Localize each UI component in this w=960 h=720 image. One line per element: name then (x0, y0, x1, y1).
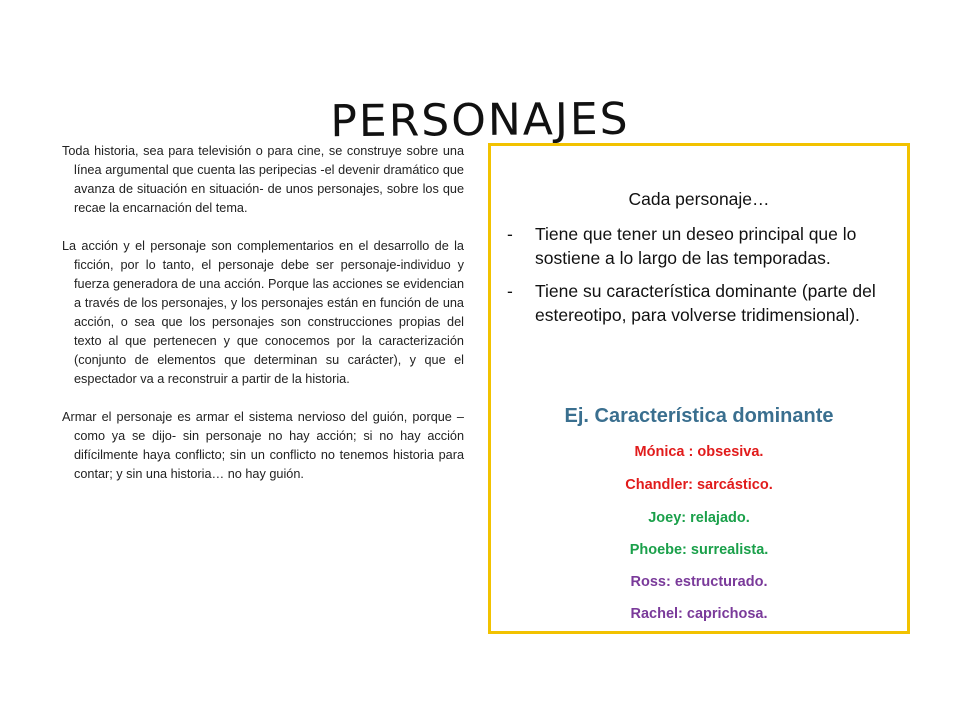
character-joey: Joey: relajado. (648, 510, 750, 526)
bullet-item (507, 279, 887, 327)
body-text-column (62, 142, 464, 503)
bullet-dash: - (507, 281, 513, 301)
highlight-box (488, 143, 910, 634)
bullet-text: Tiene que tener un deseo principal que lo sostiene a lo largo de las temporadas. (535, 224, 857, 268)
paragraph-historia: Toda historia, sea para televisión o para cine, se construye sobre una línea argumental que cuenta las peripecias -el devenir dramático que avanza de situación en situación- de unos personajes, sobre los que recae la encarnación del tema. (62, 144, 464, 215)
paragraph-armar-personaje: Armar el personaje es armar el sistema nervioso del guión, porque –como ya se dijo- sin personaje no hay acción; si no hay acción difícilmente haya conflicto; sin un conflicto no tenemos historia para contar; y sin una historia… no hay guión. (62, 410, 464, 481)
character-chandler: Chandler: sarcástico. (625, 477, 773, 493)
bullet-item (507, 222, 887, 270)
box-intro: Cada personaje… (628, 189, 770, 209)
bullet-list (507, 222, 887, 336)
bullet-text: Tiene su característica dominante (parte del estereotipo, para volverse tridimensional). (535, 281, 876, 325)
character-monica: Mónica : obsesiva. (634, 444, 764, 460)
character-ross: Ross: estructurado. (630, 574, 768, 590)
paragraph-accion-personaje: La acción y el personaje son complementarios en el desarrollo de la ficción, por lo tanto, el personaje debe ser personaje-individuo y fuerza generadora de una acción. Porque las acciones se evidencian a través de los personajes, y los personajes están en función de una acción, o sea que los personajes son construcciones propias del texto al que pertenecen y que conocemos por la caracterización (conjunto de elementos que determinan su carácter), y que el espectador va a reconstruir a partir de la historia. (62, 239, 464, 386)
slide-title: PERSONAJES (330, 94, 630, 148)
bullet-dash: - (507, 224, 513, 244)
example-title: Ej. Característica dominante (564, 405, 834, 427)
character-phoebe: Phoebe: surrealista. (629, 542, 769, 558)
character-rachel: Rachel: caprichosa. (630, 606, 768, 622)
